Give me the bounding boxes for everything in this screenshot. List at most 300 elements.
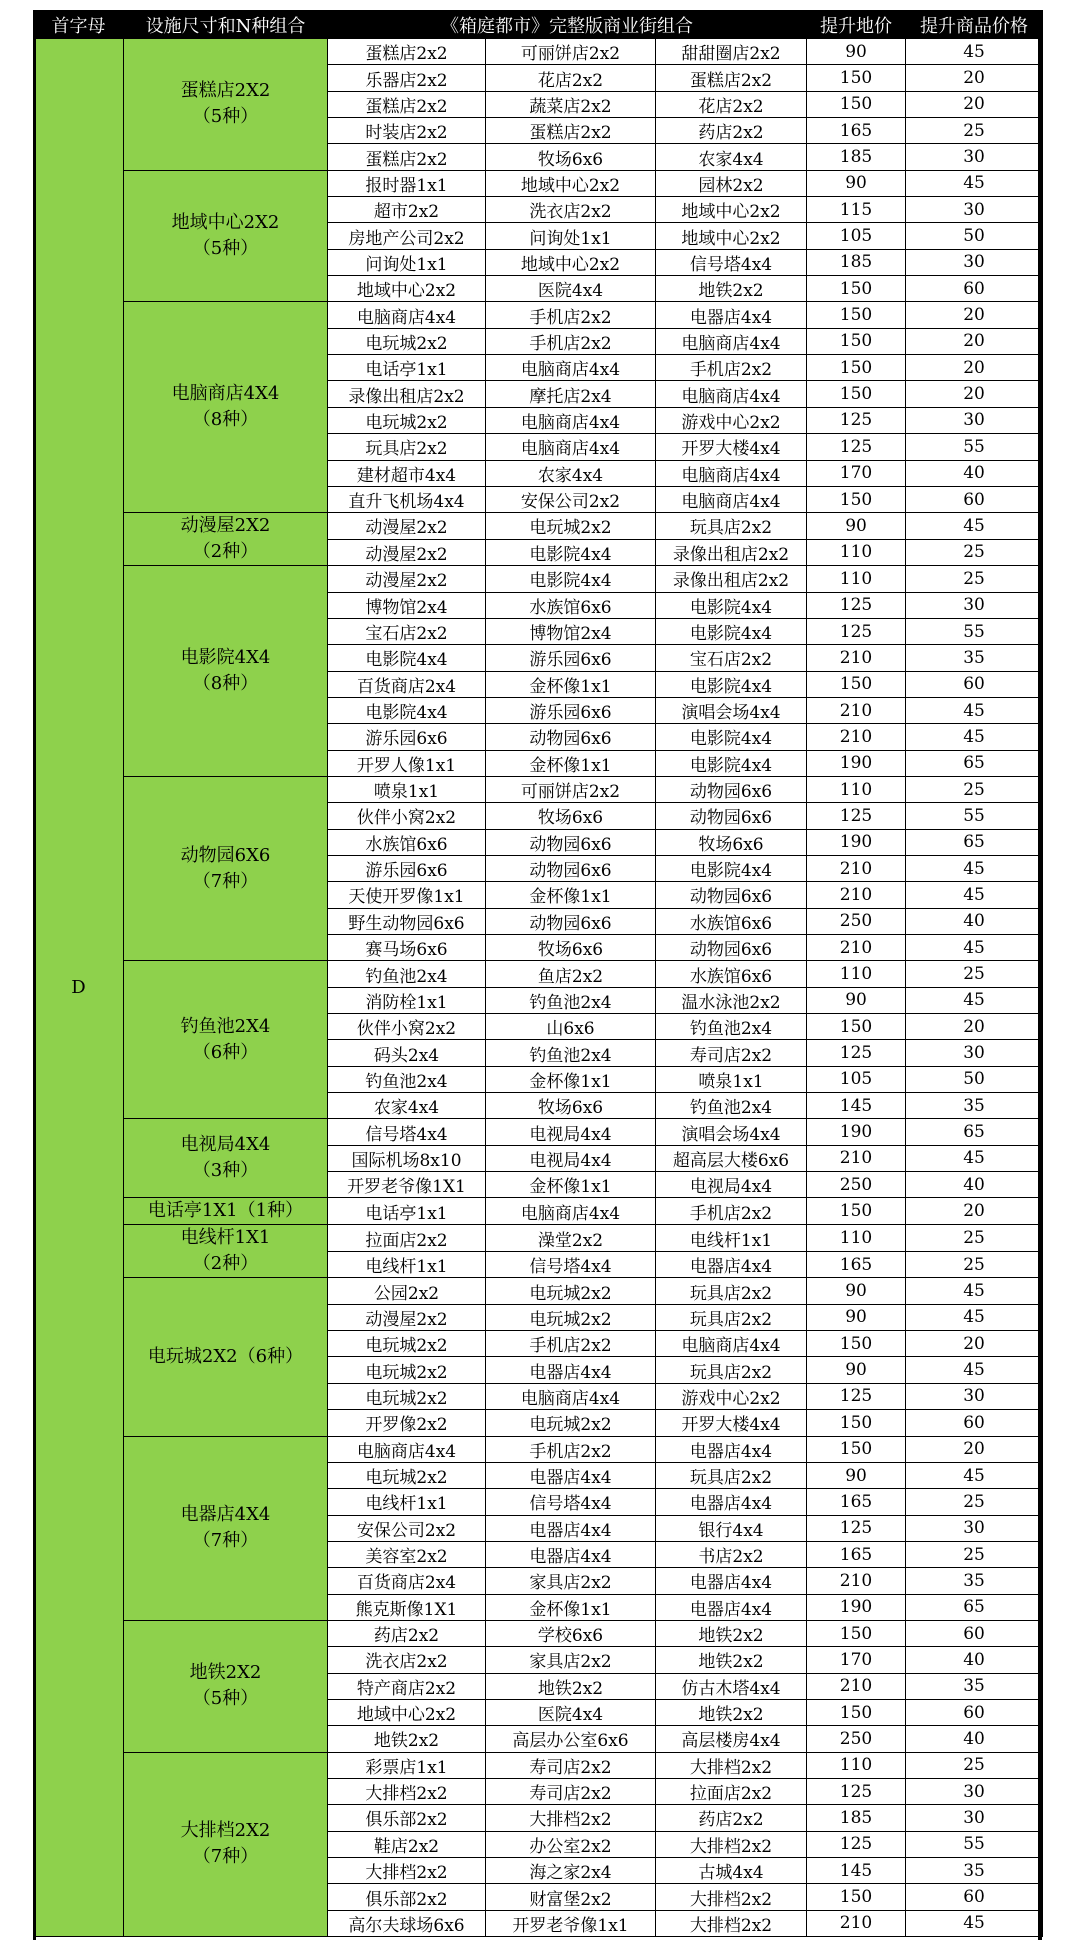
facility-count: （8种） [192,673,259,695]
building-1-cell: 时装店2x2 [328,118,486,144]
building-2-cell: 电器店4x4 [486,1357,656,1383]
goods-price-cell: 30 [906,1805,1043,1831]
table-row [34,1198,1043,1225]
building-2-cell: 大排档2x2 [486,1805,656,1831]
goods-price-cell: 30 [906,592,1043,618]
building-2-cell: 电玩城2x2 [486,1410,656,1436]
building-2-cell: 医院4x4 [486,1699,656,1725]
building-3-cell: 书店2x2 [656,1541,807,1567]
facility-group-cell [124,39,328,171]
building-1-cell: 电脑商店4x4 [328,302,486,328]
facility-name: 电线杆1X1 [180,1227,271,1249]
table-right-border [1038,10,1042,1940]
building-3-cell: 手机店2x2 [656,355,807,381]
goods-price-cell: 45 [906,1357,1043,1383]
building-1-cell: 地域中心2x2 [328,1699,486,1725]
building-2-cell: 信号塔4x4 [486,1489,656,1515]
building-1-cell: 安保公司2x2 [328,1515,486,1541]
facility-count: （7种） [192,1846,259,1868]
building-1-cell: 宝石店2x2 [328,618,486,644]
goods-price-cell: 25 [906,1541,1043,1567]
goods-price-cell: 20 [906,1331,1043,1357]
building-3-cell: 电脑商店4x4 [656,460,807,486]
land-value-cell: 105 [807,223,906,249]
land-value-cell: 125 [807,1515,906,1541]
goods-price-cell: 60 [906,1410,1043,1436]
facility-name: 电影院4X4 [180,647,271,669]
building-3-cell: 玩具店2x2 [656,1304,807,1330]
building-3-cell: 电影院4x4 [656,671,807,697]
building-2-cell: 花店2x2 [486,65,656,91]
building-2-cell: 问询处1x1 [486,223,656,249]
building-2-cell: 地域中心2x2 [486,170,656,196]
building-1-cell: 蛋糕店2x2 [328,91,486,117]
table-row [34,39,1043,65]
land-value-cell: 170 [807,460,906,486]
facility-name: 电器店4X4 [180,1504,271,1526]
building-2-cell: 办公室2x2 [486,1831,656,1857]
land-value-cell: 125 [807,1778,906,1804]
building-1-cell: 建材超市4x4 [328,460,486,486]
building-1-cell: 房地产公司2x2 [328,223,486,249]
goods-price-cell: 45 [906,882,1043,908]
building-2-cell: 牧场6x6 [486,1093,656,1119]
goods-price-cell: 45 [906,697,1043,723]
building-3-cell: 药店2x2 [656,1805,807,1831]
building-3-cell: 电脑商店4x4 [656,486,807,512]
building-1-cell: 游乐园6x6 [328,855,486,881]
facility-group-cell [124,1119,328,1198]
land-value-cell: 190 [807,750,906,776]
goods-price-cell: 60 [906,276,1043,302]
building-1-cell: 信号塔4x4 [328,1119,486,1145]
building-1-cell: 公园2x2 [328,1278,486,1304]
goods-price-cell: 35 [906,1673,1043,1699]
table-row [34,1436,1043,1462]
building-3-cell: 拉面店2x2 [656,1778,807,1804]
land-value-cell: 110 [807,776,906,802]
building-1-cell: 电脑商店4x4 [328,1436,486,1462]
table-row [34,1278,1043,1304]
building-1-cell: 码头2x4 [328,1040,486,1066]
building-3-cell: 超高层大楼6x6 [656,1145,807,1171]
goods-price-cell: 60 [906,1699,1043,1725]
building-3-cell: 游戏中心2x2 [656,407,807,433]
building-3-cell: 动物园6x6 [656,882,807,908]
building-3-cell: 开罗大楼4x4 [656,1410,807,1436]
building-1-cell: 超市2x2 [328,197,486,223]
land-value-cell: 90 [807,1278,906,1304]
land-value-cell: 125 [807,1040,906,1066]
land-value-cell: 150 [807,1331,906,1357]
goods-price-cell: 20 [906,328,1043,354]
building-2-cell: 澡堂2x2 [486,1225,656,1252]
land-value-cell: 250 [807,1172,906,1198]
building-3-cell: 玩具店2x2 [656,1278,807,1304]
building-3-cell: 地铁2x2 [656,1699,807,1725]
goods-price-cell: 30 [906,1040,1043,1066]
building-3-cell: 大排档2x2 [656,1910,807,1936]
building-1-cell: 动漫屋2x2 [328,1304,486,1330]
goods-price-cell: 55 [906,618,1043,644]
land-value-cell: 110 [807,1225,906,1252]
table-body [34,39,1043,1937]
building-2-cell: 电器店4x4 [486,1515,656,1541]
building-2-cell: 电脑商店4x4 [486,1383,656,1409]
facility-group-cell [124,566,328,777]
facility-group-cell [124,961,328,1119]
facility-name: 电脑商店4X4 [171,383,280,405]
building-3-cell: 电器店4x4 [656,302,807,328]
building-1-cell: 特产商店2x2 [328,1673,486,1699]
building-3-cell: 钓鱼池2x4 [656,1093,807,1119]
facility-group-cell [124,1752,328,1936]
facility-count: （2种） [192,1253,259,1275]
building-2-cell: 牧场6x6 [486,803,656,829]
building-1-cell: 大排档2x2 [328,1778,486,1804]
goods-price-cell: 60 [906,1884,1043,1910]
building-2-cell: 山6x6 [486,1014,656,1040]
building-3-cell: 电器店4x4 [656,1436,807,1462]
goods-price-cell: 65 [906,1594,1043,1620]
land-value-cell: 150 [807,355,906,381]
building-3-cell: 蛋糕店2x2 [656,65,807,91]
goods-price-cell: 45 [906,1145,1043,1171]
land-value-cell: 90 [807,513,906,540]
goods-price-cell: 45 [906,855,1043,881]
initial-letter-cell: D [34,39,124,1937]
facility-group-cell [124,1436,328,1620]
facility-name: 大排档2X2 [180,1820,271,1842]
building-2-cell: 寿司店2x2 [486,1752,656,1778]
building-1-cell: 电影院4x4 [328,697,486,723]
table-left-border [33,37,36,1940]
building-2-cell: 摩托店2x4 [486,381,656,407]
building-2-cell: 家具店2x2 [486,1647,656,1673]
building-3-cell: 钓鱼池2x4 [656,1014,807,1040]
building-2-cell: 钓鱼池2x4 [486,1040,656,1066]
land-value-cell: 150 [807,302,906,328]
building-1-cell: 洗衣店2x2 [328,1647,486,1673]
building-1-cell: 蛋糕店2x2 [328,144,486,170]
building-2-cell: 动物园6x6 [486,829,656,855]
land-value-cell: 210 [807,645,906,671]
goods-price-cell: 40 [906,1172,1043,1198]
building-3-cell: 电线杆1x1 [656,1225,807,1252]
building-2-cell: 钓鱼池2x4 [486,987,656,1013]
goods-price-cell: 20 [906,381,1043,407]
goods-price-cell: 35 [906,1093,1043,1119]
building-1-cell: 电玩城2x2 [328,407,486,433]
facility-group-cell [124,776,328,960]
building-3-cell: 演唱会场4x4 [656,697,807,723]
table-row [34,1225,1043,1252]
goods-price-cell: 65 [906,750,1043,776]
facility-group-cell [124,170,328,302]
building-2-cell: 电影院4x4 [486,566,656,592]
goods-price-cell: 55 [906,434,1043,460]
building-2-cell: 医院4x4 [486,276,656,302]
goods-price-cell: 20 [906,355,1043,381]
goods-price-cell: 45 [906,1304,1043,1330]
table-row [34,776,1043,802]
goods-price-cell: 25 [906,566,1043,592]
goods-price-cell: 25 [906,1251,1043,1278]
goods-price-cell: 35 [906,1858,1043,1884]
building-2-cell: 电脑商店4x4 [486,355,656,381]
building-3-cell: 电脑商店4x4 [656,1331,807,1357]
building-3-cell: 大排档2x2 [656,1884,807,1910]
building-2-cell: 电玩城2x2 [486,1304,656,1330]
building-1-cell: 消防栓1x1 [328,987,486,1013]
building-3-cell: 高层楼房4x4 [656,1726,807,1752]
building-1-cell: 彩票店1x1 [328,1752,486,1778]
building-2-cell: 可丽饼店2x2 [486,776,656,802]
land-value-cell: 110 [807,1752,906,1778]
building-2-cell: 开罗老爷像1x1 [486,1910,656,1936]
building-2-cell: 动物园6x6 [486,724,656,750]
table-row [34,170,1043,196]
building-2-cell: 电脑商店4x4 [486,407,656,433]
goods-price-cell: 25 [906,961,1043,987]
header-land-value: 提升地价 [807,11,906,39]
goods-price-cell: 40 [906,908,1043,934]
table-row [34,302,1043,328]
land-value-cell: 190 [807,829,906,855]
land-value-cell: 145 [807,1858,906,1884]
land-value-cell: 210 [807,1145,906,1171]
building-3-cell: 仿古木塔4x4 [656,1673,807,1699]
land-value-cell: 110 [807,539,906,566]
building-3-cell: 温水泳池2x2 [656,987,807,1013]
land-value-cell: 210 [807,882,906,908]
goods-price-cell: 30 [906,1515,1043,1541]
facility-group-cell [124,513,328,566]
building-3-cell: 手机店2x2 [656,1198,807,1225]
building-3-cell: 信号塔4x4 [656,249,807,275]
facility-name: 电视局4X4 [180,1134,271,1156]
header-row [34,11,1043,39]
facility-name: 地域中心2X2 [171,212,280,234]
building-3-cell: 录像出租店2x2 [656,539,807,566]
facility-name: 钓鱼池2X4 [180,1015,271,1037]
land-value-cell: 90 [807,170,906,196]
land-value-cell: 90 [807,1462,906,1488]
building-1-cell: 药店2x2 [328,1620,486,1646]
facility-name: 蛋糕店2X2 [180,80,271,102]
facility-group-cell [124,1198,328,1225]
goods-price-cell: 20 [906,65,1043,91]
building-2-cell: 博物馆2x4 [486,618,656,644]
land-value-cell: 165 [807,1251,906,1278]
building-1-cell: 钓鱼池2x4 [328,961,486,987]
land-value-cell: 90 [807,39,906,65]
building-3-cell: 电脑商店4x4 [656,328,807,354]
land-value-cell: 150 [807,1410,906,1436]
building-2-cell: 动物园6x6 [486,908,656,934]
building-3-cell: 地铁2x2 [656,1647,807,1673]
building-3-cell: 动物园6x6 [656,935,807,961]
land-value-cell: 210 [807,855,906,881]
facility-name: 电话亭1X1（1种） [147,1200,304,1222]
goods-price-cell: 55 [906,803,1043,829]
goods-price-cell: 20 [906,302,1043,328]
table-row [34,1752,1043,1778]
building-2-cell: 寿司店2x2 [486,1778,656,1804]
building-2-cell: 电玩城2x2 [486,513,656,540]
goods-price-cell: 45 [906,1462,1043,1488]
building-1-cell: 玩具店2x2 [328,434,486,460]
goods-price-cell: 35 [906,1568,1043,1594]
building-3-cell: 电影院4x4 [656,724,807,750]
building-2-cell: 电玩城2x2 [486,1278,656,1304]
building-3-cell: 玩具店2x2 [656,1462,807,1488]
building-1-cell: 百货商店2x4 [328,1568,486,1594]
building-1-cell: 百货商店2x4 [328,671,486,697]
building-3-cell: 电器店4x4 [656,1594,807,1620]
building-3-cell: 游戏中心2x2 [656,1383,807,1409]
building-2-cell: 洗衣店2x2 [486,197,656,223]
building-3-cell: 地域中心2x2 [656,223,807,249]
facility-count: （5种） [192,106,259,128]
building-3-cell: 寿司店2x2 [656,1040,807,1066]
land-value-cell: 165 [807,1541,906,1567]
building-2-cell: 电器店4x4 [486,1462,656,1488]
header-initial: 首字母 [34,11,124,39]
building-1-cell: 电玩城2x2 [328,1383,486,1409]
land-value-cell: 125 [807,592,906,618]
building-3-cell: 水族馆6x6 [656,908,807,934]
facility-count: （6种） [192,1041,259,1063]
building-3-cell: 大排档2x2 [656,1831,807,1857]
building-2-cell: 可丽饼店2x2 [486,39,656,65]
building-2-cell: 电脑商店4x4 [486,434,656,460]
land-value-cell: 190 [807,1594,906,1620]
building-2-cell: 手机店2x2 [486,328,656,354]
building-1-cell: 钓鱼池2x4 [328,1066,486,1092]
table-row [34,961,1043,987]
building-1-cell: 乐器店2x2 [328,65,486,91]
goods-price-cell: 60 [906,671,1043,697]
building-1-cell: 拉面店2x2 [328,1225,486,1252]
building-2-cell: 游乐园6x6 [486,697,656,723]
building-1-cell: 俱乐部2x2 [328,1805,486,1831]
goods-price-cell: 30 [906,249,1043,275]
building-2-cell: 电器店4x4 [486,1541,656,1567]
land-value-cell: 150 [807,1699,906,1725]
table-row [34,1620,1043,1646]
building-1-cell: 地域中心2x2 [328,276,486,302]
facility-group-cell [124,1620,328,1752]
building-1-cell: 电玩城2x2 [328,1462,486,1488]
goods-price-cell: 35 [906,645,1043,671]
building-2-cell: 金杯像1x1 [486,1594,656,1620]
building-3-cell: 园林2x2 [656,170,807,196]
building-1-cell: 开罗老爷像1X1 [328,1172,486,1198]
building-1-cell: 蛋糕店2x2 [328,39,486,65]
land-value-cell: 125 [807,618,906,644]
goods-price-cell: 45 [906,987,1043,1013]
building-3-cell: 录像出租店2x2 [656,566,807,592]
building-2-cell: 安保公司2x2 [486,486,656,512]
building-1-cell: 动漫屋2x2 [328,513,486,540]
table-row [34,566,1043,592]
building-2-cell: 金杯像1x1 [486,1172,656,1198]
goods-price-cell: 40 [906,460,1043,486]
facility-group-cell [124,302,328,513]
building-2-cell: 手机店2x2 [486,1436,656,1462]
land-value-cell: 150 [807,1198,906,1225]
building-3-cell: 动物园6x6 [656,776,807,802]
building-2-cell: 金杯像1x1 [486,882,656,908]
land-value-cell: 150 [807,91,906,117]
goods-price-cell: 40 [906,1726,1043,1752]
land-value-cell: 110 [807,566,906,592]
building-3-cell: 电影院4x4 [656,750,807,776]
goods-price-cell: 60 [906,1620,1043,1646]
building-2-cell: 电脑商店4x4 [486,1198,656,1225]
land-value-cell: 170 [807,1647,906,1673]
building-2-cell: 地铁2x2 [486,1673,656,1699]
land-value-cell: 145 [807,1093,906,1119]
building-1-cell: 美容室2x2 [328,1541,486,1567]
land-value-cell: 165 [807,118,906,144]
land-value-cell: 190 [807,1119,906,1145]
building-1-cell: 伙伴小窝2x2 [328,1014,486,1040]
goods-price-cell: 50 [906,1066,1043,1092]
land-value-cell: 150 [807,1014,906,1040]
table-row [34,513,1043,540]
building-3-cell: 玩具店2x2 [656,1357,807,1383]
goods-price-cell: 20 [906,1198,1043,1225]
goods-price-cell: 40 [906,1647,1043,1673]
building-1-cell: 鞋店2x2 [328,1831,486,1857]
building-3-cell: 地域中心2x2 [656,197,807,223]
building-3-cell: 甜甜圈店2x2 [656,39,807,65]
combination-table [33,10,1043,1937]
goods-price-cell: 45 [906,39,1043,65]
building-1-cell: 伙伴小窝2x2 [328,803,486,829]
building-3-cell: 电器店4x4 [656,1251,807,1278]
goods-price-cell: 45 [906,513,1043,540]
building-1-cell: 动漫屋2x2 [328,566,486,592]
goods-price-cell: 30 [906,1778,1043,1804]
building-1-cell: 电玩城2x2 [328,1357,486,1383]
building-3-cell: 牧场6x6 [656,829,807,855]
land-value-cell: 150 [807,486,906,512]
land-value-cell: 150 [807,328,906,354]
building-3-cell: 电器店4x4 [656,1489,807,1515]
building-2-cell: 学校6x6 [486,1620,656,1646]
header-facility: 设施尺寸和N种组合 [124,11,328,39]
building-1-cell: 开罗像2x2 [328,1410,486,1436]
building-3-cell: 大排档2x2 [656,1752,807,1778]
table-row [34,1119,1043,1145]
land-value-cell: 150 [807,1620,906,1646]
goods-price-cell: 25 [906,1752,1043,1778]
land-value-cell: 115 [807,197,906,223]
goods-price-cell: 25 [906,539,1043,566]
building-3-cell: 电视局4x4 [656,1172,807,1198]
building-1-cell: 博物馆2x4 [328,592,486,618]
building-2-cell: 金杯像1x1 [486,671,656,697]
building-1-cell: 地铁2x2 [328,1726,486,1752]
building-2-cell: 电视局4x4 [486,1145,656,1171]
land-value-cell: 210 [807,1673,906,1699]
building-1-cell: 俱乐部2x2 [328,1884,486,1910]
building-3-cell: 电影院4x4 [656,855,807,881]
building-3-cell: 玩具店2x2 [656,513,807,540]
